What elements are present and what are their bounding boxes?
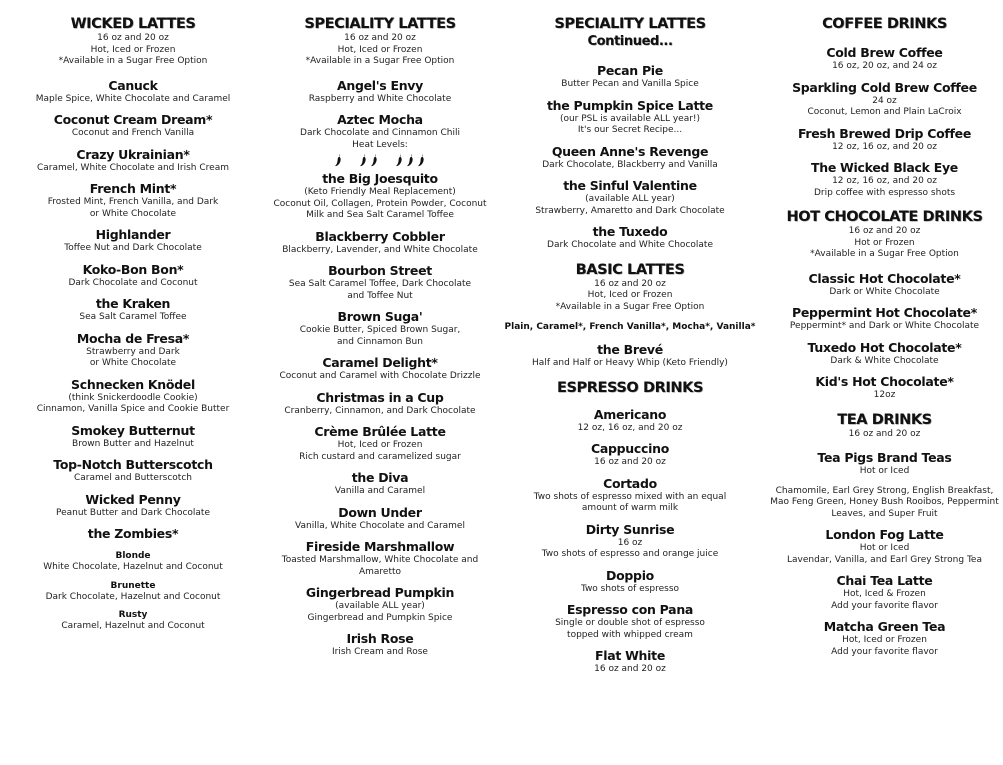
menu-item bbox=[266, 585, 494, 624]
item-desc: Two shots of espresso mixed with an equal bbox=[533, 491, 727, 502]
menu-item bbox=[266, 539, 494, 578]
section-subtitle: 16 oz and 20 oz bbox=[97, 33, 169, 43]
item-desc: Peanut Butter and Dark Chocolate bbox=[55, 507, 211, 518]
item-name: Dirty Sunrise bbox=[585, 521, 675, 537]
item-desc: Chamomile, Earl Grey Strong, English Breakfast, bbox=[775, 485, 994, 496]
menu-item bbox=[766, 126, 1003, 154]
item-desc: Raspberry and White Chocolate bbox=[308, 93, 452, 104]
menu-item bbox=[494, 63, 766, 91]
menu-item bbox=[494, 224, 766, 252]
chili-pepper-icon bbox=[334, 153, 343, 167]
item-name: Cold Brew Coffee bbox=[826, 45, 943, 60]
item-desc: Add your favorite flavor bbox=[831, 600, 938, 611]
item-desc: or White Chocolate bbox=[89, 358, 177, 368]
menu-item bbox=[766, 527, 1003, 566]
heat-level-3 bbox=[395, 153, 426, 168]
item-name: Fresh Brewed Drip Coffee bbox=[797, 125, 972, 141]
menu-item bbox=[494, 441, 766, 469]
menu-item bbox=[266, 263, 494, 302]
item-name: Doppio bbox=[606, 567, 654, 583]
menu-item bbox=[0, 423, 266, 451]
item-name: the Big Joesquito bbox=[322, 171, 438, 186]
item-desc: Hot, Iced or Frozen bbox=[337, 440, 423, 450]
menu-item bbox=[266, 309, 494, 348]
section-title-basic-lattes: BASIC LATTES bbox=[575, 261, 685, 278]
variant-name: Blonde bbox=[115, 551, 151, 561]
item-name: Tuxedo Hot Chocolate* bbox=[807, 339, 962, 355]
section-title-speciality-lattes: SPECIALITY LATTES bbox=[304, 16, 456, 32]
chili-pepper-icon bbox=[395, 153, 404, 167]
variant-name: Rusty bbox=[118, 610, 148, 620]
column-coffee-drinks bbox=[766, 0, 1003, 765]
item-name: the Brevé bbox=[597, 342, 663, 357]
section-title-espresso: ESPRESSO DRINKS bbox=[556, 379, 704, 396]
section-subtitle: Hot, Iced or Frozen bbox=[337, 44, 423, 55]
item-desc: Strawberry and Dark bbox=[86, 346, 180, 357]
item-name: Gingerbread Pumpkin bbox=[305, 585, 455, 600]
item-desc: Dark Chocolate and White Chocolate bbox=[547, 240, 713, 250]
menu-item bbox=[0, 147, 266, 175]
heat-levels bbox=[266, 153, 494, 168]
item-desc: 24 oz bbox=[872, 95, 897, 106]
item-desc: 12 oz, 16 oz, and 20 oz bbox=[832, 141, 937, 152]
menu-item bbox=[766, 45, 1003, 73]
item-name: Pecan Pie bbox=[597, 63, 663, 78]
item-desc: Blackberry, Lavender, and White Chocolate bbox=[282, 244, 478, 255]
item-desc: Vanilla and Caramel bbox=[334, 486, 426, 496]
menu-item bbox=[494, 144, 766, 172]
heat-level-2 bbox=[359, 153, 379, 168]
menu-item bbox=[0, 78, 266, 106]
item-desc: Maple Spice, White Chocolate and Caramel bbox=[35, 93, 231, 104]
item-desc: Irish Cream and Rose bbox=[332, 647, 428, 657]
item-desc: Butter Pecan and Vanilla Spice bbox=[561, 79, 699, 89]
column-speciality-lattes bbox=[266, 0, 494, 765]
menu-item bbox=[494, 568, 766, 596]
menu-item bbox=[0, 492, 266, 520]
item-name: the Sinful Valentine bbox=[563, 178, 697, 193]
item-desc: Sea Salt Caramel Toffee bbox=[79, 312, 187, 322]
menu-item bbox=[0, 112, 266, 140]
item-desc: topped with whipped cream bbox=[567, 629, 693, 640]
menu-item bbox=[266, 78, 494, 106]
item-desc: Toasted Marshmallow, White Chocolate and bbox=[281, 555, 479, 565]
item-desc: 16 oz and 20 oz bbox=[594, 664, 666, 674]
item-desc: or White Chocolate bbox=[89, 208, 177, 219]
menu-item bbox=[494, 476, 766, 515]
item-desc: Coconut, Lemon and Plain LaCroix bbox=[807, 107, 962, 117]
section-title-hot-chocolate: HOT CHOCOLATE DRINKS bbox=[786, 209, 983, 225]
section-subtitle: 16 oz and 20 oz bbox=[344, 33, 416, 43]
item-desc: (available ALL year) bbox=[335, 601, 425, 611]
menu-item bbox=[266, 171, 494, 222]
menu-item bbox=[266, 424, 494, 463]
item-desc: Lavendar, Vanilla, and Earl Grey Strong Tea bbox=[787, 554, 982, 565]
menu-item bbox=[766, 80, 1003, 119]
item-desc: Add your favorite flavor bbox=[831, 646, 938, 657]
item-desc: Leaves, and Super Fruit bbox=[831, 508, 938, 519]
item-desc: Hot or Iced bbox=[859, 466, 910, 476]
section-note: *Available in a Sugar Free Option bbox=[555, 301, 705, 312]
section-subtitle: 16 oz and 20 oz bbox=[848, 428, 921, 439]
item-name: Smokey Butternut bbox=[71, 422, 195, 438]
item-name: Fireside Marshmallow bbox=[305, 539, 455, 554]
menu-item bbox=[266, 505, 494, 533]
section-hot-chocolate bbox=[766, 208, 1003, 402]
menu-item bbox=[766, 160, 1003, 199]
item-desc: 12 oz, 16 oz, and 20 oz bbox=[832, 176, 937, 186]
menu-item bbox=[766, 619, 1003, 658]
chili-pepper-icon bbox=[417, 153, 426, 167]
menu-item bbox=[0, 526, 266, 542]
item-name: The Wicked Black Eye bbox=[811, 160, 958, 175]
item-desc: Caramel and Butterscotch bbox=[74, 473, 192, 483]
item-desc: Coconut and French Vanilla bbox=[71, 128, 195, 138]
section-subtitle: 16 oz and 20 oz bbox=[848, 226, 921, 236]
item-desc: 16 oz and 20 oz bbox=[594, 457, 666, 467]
column-speciality-continued bbox=[494, 0, 766, 765]
item-desc: Brown Butter and Hazelnut bbox=[72, 438, 194, 449]
section-tea bbox=[766, 411, 1003, 659]
item-name: Kid's Hot Chocolate* bbox=[815, 374, 954, 389]
item-desc: Gingerbread and Pumpkin Spice bbox=[307, 612, 453, 623]
item-name: Espresso con Pana bbox=[566, 602, 694, 617]
item-desc: Caramel, White Chocolate and Irish Cream bbox=[37, 162, 229, 173]
item-desc: Amaretto bbox=[358, 566, 402, 577]
item-desc: Half and Half or Heavy Whip (Keto Friendly) bbox=[532, 358, 728, 368]
section-basic-lattes bbox=[494, 261, 766, 370]
item-name: French Mint* bbox=[89, 181, 177, 196]
menu-item bbox=[494, 522, 766, 561]
item-desc: Dark or White Chocolate bbox=[829, 286, 940, 297]
item-name: Queen Anne's Revenge bbox=[551, 143, 709, 159]
item-name: Down Under bbox=[338, 504, 422, 520]
section-title-tea: TEA DRINKS bbox=[837, 411, 932, 428]
item-name: the Diva bbox=[351, 470, 409, 485]
menu-item bbox=[494, 98, 766, 137]
section-note: *Available in a Sugar Free Option bbox=[58, 56, 208, 66]
item-name: Flat White bbox=[594, 648, 665, 663]
item-name: Angel's Envy bbox=[336, 77, 424, 93]
item-name: Crazy Ukrainian* bbox=[76, 146, 190, 162]
item-desc: 12 oz, 16 oz, and 20 oz bbox=[577, 422, 683, 433]
item-desc: Coconut and Caramel with Chocolate Drizzle bbox=[279, 371, 481, 381]
menu-item bbox=[0, 296, 266, 324]
item-desc: and Cinnamon Bun bbox=[337, 336, 423, 347]
chili-pepper-icon bbox=[370, 153, 379, 167]
item-name: Wicked Penny bbox=[85, 491, 181, 507]
item-name: Chai Tea Latte bbox=[836, 573, 933, 588]
item-name: Sparkling Cold Brew Coffee bbox=[792, 79, 977, 95]
zombie-variant bbox=[0, 551, 266, 574]
item-name: Classic Hot Chocolate* bbox=[808, 270, 961, 286]
chili-pepper-icon bbox=[359, 153, 368, 167]
item-desc: Heat Levels: bbox=[352, 139, 408, 150]
item-desc: amount of warm milk bbox=[581, 503, 679, 513]
heat-level-1 bbox=[334, 153, 343, 168]
item-name: Matcha Green Tea bbox=[823, 619, 946, 634]
variant-desc: Dark Chocolate, Hazelnut and Coconut bbox=[45, 591, 221, 602]
menu-item bbox=[266, 390, 494, 418]
item-name: the Zombies* bbox=[87, 526, 179, 541]
item-desc: Dark & White Chocolate bbox=[830, 355, 939, 366]
menu-item bbox=[766, 450, 1003, 520]
item-desc: Hot or Iced bbox=[859, 543, 910, 553]
item-desc: Dark Chocolate, Blackberry and Vanilla bbox=[542, 159, 718, 170]
item-desc: Dark Chocolate and Cinnamon Chili bbox=[300, 128, 460, 138]
menu-item bbox=[266, 470, 494, 498]
item-desc: (available ALL year) bbox=[585, 194, 675, 204]
section-title-continued: Continued... bbox=[587, 34, 673, 49]
item-desc: Single or double shot of espresso bbox=[555, 618, 705, 628]
menu-item bbox=[766, 340, 1003, 368]
section-espresso bbox=[494, 379, 766, 676]
menu-item bbox=[766, 305, 1003, 333]
menu-item bbox=[766, 271, 1003, 299]
item-desc: Two shots of espresso and orange juice bbox=[541, 549, 719, 559]
section-note: *Available in a Sugar Free Option bbox=[810, 249, 959, 259]
variant-desc: Caramel, Hazelnut and Coconut bbox=[61, 621, 205, 631]
chili-pepper-icon bbox=[406, 153, 415, 167]
item-desc: Peppermint* and Dark or White Chocolate bbox=[789, 321, 980, 331]
zombie-variant bbox=[0, 581, 266, 604]
menu-item bbox=[266, 355, 494, 383]
menu-item bbox=[494, 602, 766, 641]
item-desc: Hot, Iced & Frozen bbox=[843, 589, 926, 599]
menu-item bbox=[0, 262, 266, 290]
item-desc: Rich custard and caramelized sugar bbox=[299, 451, 461, 462]
item-desc: Milk and Sea Salt Caramel Toffee bbox=[306, 210, 454, 220]
item-name: London Fog Latte bbox=[825, 527, 944, 542]
item-name: Canuck bbox=[108, 77, 158, 93]
section-title-coffee: COFFEE DRINKS bbox=[822, 16, 947, 32]
variant-name: Brunette bbox=[110, 580, 156, 591]
item-name: Bourbon Street bbox=[328, 263, 432, 278]
item-desc: Hot, Iced or Frozen bbox=[842, 635, 927, 645]
menu-item bbox=[266, 229, 494, 257]
item-name: Tea Pigs Brand Teas bbox=[817, 450, 952, 465]
item-name: Koko-Bon Bon* bbox=[82, 261, 184, 277]
menu-item bbox=[494, 407, 766, 435]
item-desc: Cranberry, Cinnamon, and Dark Chocolate bbox=[284, 405, 476, 416]
section-subtitle: Hot, Iced or Frozen bbox=[587, 290, 673, 300]
item-name: Caramel Delight* bbox=[322, 355, 438, 370]
menu-item bbox=[494, 648, 766, 676]
item-name: the Kraken bbox=[95, 296, 171, 311]
item-desc: Cinnamon, Vanilla Spice and Cookie Butter bbox=[36, 404, 230, 414]
item-name: Crème Brûlée Latte bbox=[314, 424, 446, 439]
item-name: Christmas in a Cup bbox=[316, 389, 444, 405]
item-name: the Pumpkin Spice Latte bbox=[547, 97, 713, 113]
item-desc: Sea Salt Caramel Toffee, Dark Chocolate bbox=[288, 279, 472, 289]
item-desc: 16 oz, 20 oz, and 24 oz bbox=[832, 61, 937, 71]
section-title-speciality-continued: SPECIALITY LATTES bbox=[554, 16, 706, 32]
item-name: Schnecken Knödel bbox=[71, 376, 195, 392]
section-note: *Available in a Sugar Free Option bbox=[305, 56, 455, 66]
menu-item bbox=[0, 331, 266, 370]
basic-flavors: Plain, Caramel*, French Vanilla*, Mocha*, Vanilla* bbox=[504, 322, 756, 332]
item-desc: Two shots of espresso bbox=[580, 583, 680, 594]
menu-item bbox=[266, 631, 494, 659]
item-name: Mocha de Fresa* bbox=[76, 330, 190, 346]
item-desc: It's our Secret Recipe... bbox=[577, 125, 683, 135]
menu-item bbox=[0, 377, 266, 416]
menu-item bbox=[0, 457, 266, 485]
item-name: Brown Suga' bbox=[337, 309, 423, 324]
item-desc: 12oz bbox=[873, 390, 896, 400]
menu-item bbox=[494, 178, 766, 217]
item-desc: Frosted Mint, French Vanilla, and Dark bbox=[47, 197, 219, 207]
item-desc: Coconut Oil, Collagen, Protein Powder, Coconut bbox=[273, 198, 487, 209]
menu-item bbox=[766, 374, 1003, 402]
section-subtitle: Hot, Iced or Frozen bbox=[90, 44, 176, 55]
item-desc: 16 oz bbox=[617, 537, 643, 548]
item-desc: Dark Chocolate and Coconut bbox=[68, 277, 198, 288]
item-desc: Drip coffee with espresso shots bbox=[813, 187, 956, 198]
item-desc: (our PSL is available ALL year!) bbox=[559, 113, 701, 124]
item-desc: (Keto Friendly Meal Replacement) bbox=[304, 187, 456, 197]
item-desc: Vanilla, White Chocolate and Caramel bbox=[295, 520, 465, 531]
item-name: Highlander bbox=[95, 227, 171, 242]
variant-desc: White Chocolate, Hazelnut and Coconut bbox=[43, 562, 223, 572]
item-name: Irish Rose bbox=[346, 631, 414, 646]
section-title-wicked-lattes: WICKED LATTES bbox=[70, 16, 196, 32]
item-name: Americano bbox=[593, 406, 667, 422]
item-name: Top-Notch Butterscotch bbox=[53, 457, 213, 472]
item-name: Cortado bbox=[603, 475, 657, 491]
menu-item bbox=[766, 573, 1003, 612]
zombie-variant bbox=[0, 610, 266, 633]
item-desc: and Toffee Nut bbox=[347, 290, 413, 301]
menu-item bbox=[0, 181, 266, 220]
item-desc: Cookie Butter, Spiced Brown Sugar, bbox=[299, 325, 461, 335]
item-desc: Strawberry, Amaretto and Dark Chocolate bbox=[535, 205, 725, 216]
item-desc: Mao Feng Green, Honey Bush Rooibos, Peppermint bbox=[770, 497, 999, 507]
section-subtitle: Hot or Frozen bbox=[854, 237, 915, 248]
item-name: Peppermint Hot Chocolate* bbox=[792, 305, 977, 320]
item-name: Blackberry Cobbler bbox=[315, 228, 445, 244]
item-name: Cappuccino bbox=[591, 441, 669, 456]
column-wicked-lattes bbox=[0, 0, 266, 765]
menu-item bbox=[0, 227, 266, 255]
item-name: Coconut Cream Dream* bbox=[53, 112, 213, 127]
item-desc: (think Snickerdoodle Cookie) bbox=[68, 392, 198, 403]
menu-item bbox=[494, 342, 766, 370]
menu-item bbox=[266, 112, 494, 168]
item-desc: Toffee Nut and Dark Chocolate bbox=[64, 243, 202, 253]
item-name: the Tuxedo bbox=[592, 224, 668, 239]
item-name: Aztec Mocha bbox=[337, 112, 423, 127]
section-subtitle: 16 oz and 20 oz bbox=[594, 278, 666, 289]
